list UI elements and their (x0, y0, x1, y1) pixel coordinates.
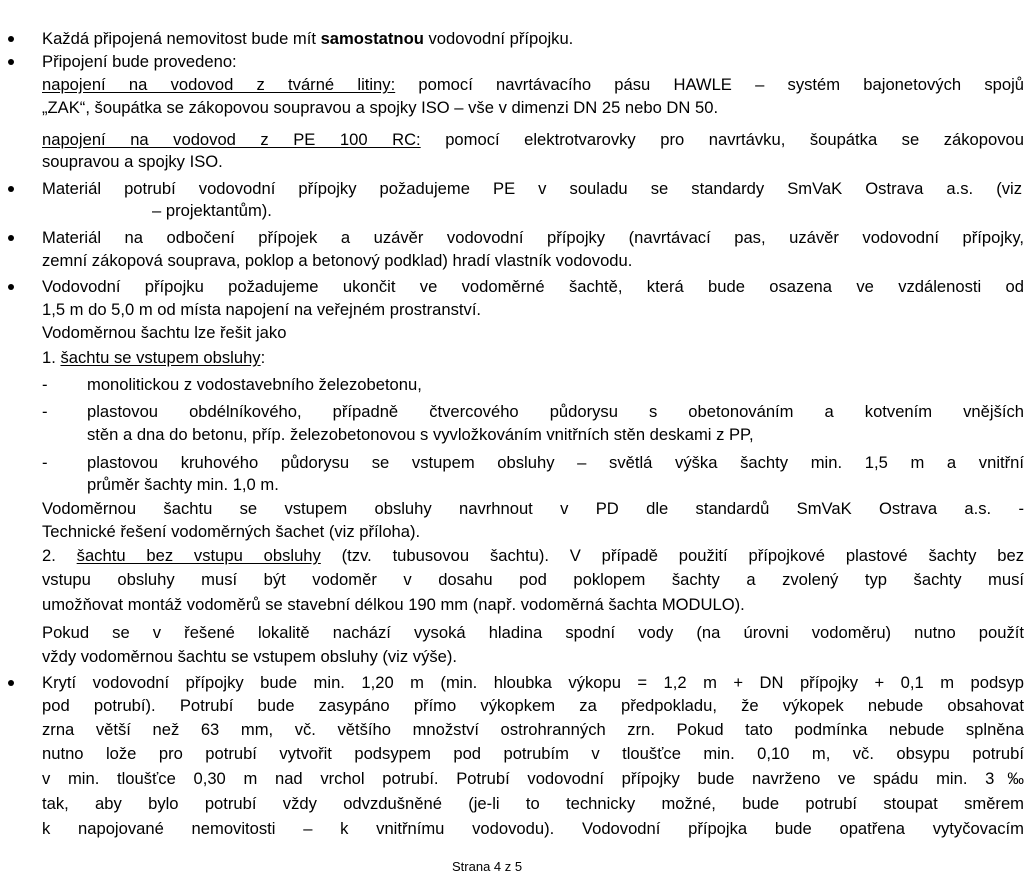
paragraph-line: Vodoměrnou šachtu lze řešit jako (42, 323, 287, 342)
paragraph-line: vždy vodoměrnou šachtu se vstupem obsluhy (viz výše). (42, 647, 458, 666)
paragraph-line: Materiál potrubí vodovodní přípojky požadujeme PE v souladu se standardy SmVaK Ostrava a.s. (viz (42, 179, 1022, 198)
paragraph-line: stěn a dna do betonu, příp. železobetonovou s vyvložkováním vnitřních stěn deskami z PP, (87, 425, 754, 444)
bullet-1 (8, 36, 14, 42)
paragraph-line: plastovou obdélníkového, případně čtvercového půdorysu s obetonováním a kotvením vnějších (87, 402, 1024, 421)
paragraph-line: soupravou a spojky ISO. (42, 152, 223, 171)
paragraph-line: vstupu obsluhy musí být vodoměr v dosahu pod poklopem šachty a zvolený typ šachty musí (42, 570, 1024, 589)
paragraph-line: Vodoměrnou šachtu se vstupem obsluhy navrhnout v PD dle standardů SmVaK Ostrava a.s. - (42, 499, 1024, 518)
bullet-2 (8, 59, 14, 65)
paragraph-line: zemní zákopová souprava, poklop a betonový podklad) hradí vlastník vodovodu. (42, 251, 633, 270)
paragraph-line: Připojení bude provedeno: (42, 52, 237, 71)
paragraph-line: 2. šachtu bez vstupu obsluhy (tzv. tubusovou šachtu). V případě použití přípojkové plastové šachty bez (42, 546, 1024, 565)
list-dash: - (42, 375, 48, 394)
bullet-5 (8, 284, 14, 290)
paragraph-line: napojení na vodovod z PE 100 RC: pomocí elektrotvarovky pro navrtávku, šoupátka se zákopovou (42, 130, 1024, 149)
bullet-3 (8, 186, 14, 192)
paragraph-line: Vodovodní přípojku požadujeme ukončit ve vodoměrné šachtě, která bude osazena ve vzdálenosti od (42, 277, 1024, 296)
bullet-4 (8, 235, 14, 241)
paragraph-line: – projektantům). (152, 201, 272, 220)
paragraph-line: Krytí vodovodní přípojky bude min. 1,20 m (min. hloubka výkopu = 1,2 m + DN přípojky + 0,1 m podsyp (42, 673, 1024, 692)
list-dash: - (42, 453, 48, 472)
paragraph-line: průměr šachty min. 1,0 m. (87, 475, 279, 494)
paragraph-line: napojení na vodovod z tvárné litiny: pomocí navrtávacího pásu HAWLE – systém bajonetových spojů (42, 75, 1024, 94)
paragraph-line: Každá připojená nemovitost bude mít samostatnou vodovodní přípojku. (42, 29, 574, 48)
paragraph-line: k napojované nemovitosti – k vnitřnímu vodovodu). Vodovodní přípojka bude opatřena vytyčovacím (42, 819, 1024, 838)
bullet-6 (8, 680, 14, 686)
paragraph-line: zrna větší než 63 mm, vč. většího množství ostrohranných zrn. Pokud tato podmínka nebude splněna (42, 720, 1024, 739)
paragraph-line: nutno lože pro potrubí vytvořit podsypem pod potrubím v tloušťce min. 0,10 m, vč. obsypu potrubí (42, 744, 1024, 763)
paragraph-line: 1,5 m do 5,0 m od místa napojení na veřejném prostranství. (42, 300, 482, 319)
paragraph-line: Materiál na odbočení přípojek a uzávěr vodovodní přípojky (navrtávací pas, uzávěr vodovodní přípojky, (42, 228, 1024, 247)
page-number: Strana 4 z 5 (452, 859, 523, 874)
paragraph-line: Technické řešení vodoměrných šachet (viz příloha). (42, 522, 421, 541)
paragraph-line: Pokud se v řešené lokalitě nachází vysoká hladina spodní vody (na úrovni vodoměru) nutno použít (42, 623, 1024, 642)
paragraph-line: 1. šachtu se vstupem obsluhy: (42, 348, 266, 367)
list-dash: - (42, 402, 48, 421)
paragraph-line: „ZAK“, šoupátka se zákopovou soupravou a spojky ISO – vše v dimenzi DN 25 nebo DN 50. (42, 98, 719, 117)
paragraph-line: pod potrubí). Potrubí bude zasypáno přímo výkopkem za předpokladu, že výkopek nebude obsahovat (42, 696, 1024, 715)
paragraph-line: plastovou kruhového půdorysu se vstupem obsluhy – světlá výška šachty min. 1,5 m a vnitřní (87, 453, 1024, 472)
paragraph-line: v min. tloušťce 0,30 m nad vrchol potrubí. Potrubí vodovodní přípojky bude navrženo ve spádu min. 3‰ (42, 769, 1024, 788)
paragraph-line: umožňovat montáž vodoměrů se stavební délkou 190 mm (např. vodoměrná šachta MODULO). (42, 595, 745, 614)
paragraph-line: tak, aby bylo potrubí vždy odvzdušněné (je-li to technicky možné, bude potrubí stoupat směrem (42, 794, 1024, 813)
paragraph-line: monolitickou z vodostavebního železobetonu, (87, 375, 422, 394)
